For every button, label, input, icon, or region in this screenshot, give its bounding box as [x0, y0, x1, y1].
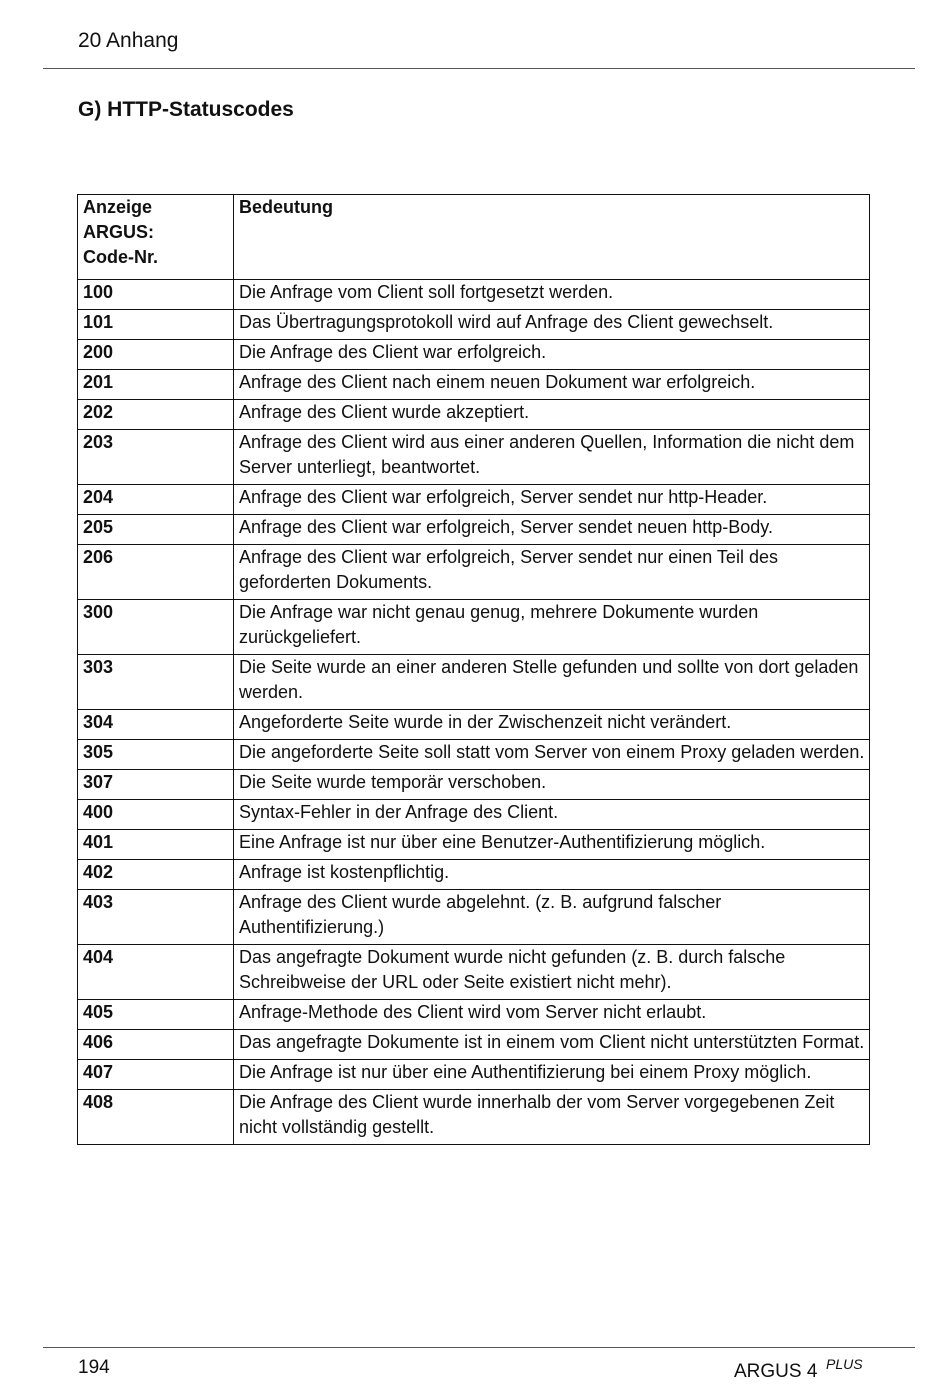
status-meaning-cell: Anfrage ist kostenpflichtig.: [234, 860, 870, 890]
status-code-cell: 403: [78, 890, 234, 945]
status-meaning-cell: Anfrage des Client war erfolgreich, Server sendet nur einen Teil des geforderten Dokuments.: [234, 545, 870, 600]
status-meaning-cell: Die Anfrage war nicht genau genug, mehrere Dokumente wurden zurückgeliefert.: [234, 600, 870, 655]
status-meaning-cell: Angeforderte Seite wurde in der Zwischenzeit nicht verändert.: [234, 710, 870, 740]
table-row: [78, 515, 870, 545]
status-meaning-cell: Syntax-Fehler in der Anfrage des Client.: [234, 800, 870, 830]
status-meaning-cell: Die Anfrage ist nur über eine Authentifizierung bei einem Proxy möglich.: [234, 1060, 870, 1090]
table-row: [78, 860, 870, 890]
status-code-cell: 200: [78, 340, 234, 370]
status-meaning-cell: Das Übertragungsprotokoll wird auf Anfrage des Client gewechselt.: [234, 310, 870, 340]
column-header-code-line2: ARGUS:: [83, 222, 154, 242]
status-code-cell: 100: [78, 280, 234, 310]
footer-divider: [43, 1347, 915, 1348]
status-meaning-cell: Anfrage des Client wurde abgelehnt. (z. B. aufgrund falscher Authentifizierung.): [234, 890, 870, 945]
table-row: [78, 710, 870, 740]
status-meaning-cell: Eine Anfrage ist nur über eine Benutzer-Authentifizierung möglich.: [234, 830, 870, 860]
status-meaning-cell: Anfrage-Methode des Client wird vom Server nicht erlaubt.: [234, 1000, 870, 1030]
status-meaning-cell: Die Seite wurde temporär verschoben.: [234, 770, 870, 800]
status-code-cell: 201: [78, 370, 234, 400]
table-row: [78, 370, 870, 400]
table-row: [78, 740, 870, 770]
table-row: [78, 1030, 870, 1060]
table-row: [78, 655, 870, 710]
status-code-cell: 204: [78, 485, 234, 515]
table-row: [78, 1090, 870, 1145]
status-code-cell: 406: [78, 1030, 234, 1060]
page-number: 194: [78, 1357, 110, 1378]
table-row: [78, 400, 870, 430]
table-header-row: [78, 195, 870, 280]
status-meaning-cell: Die Anfrage des Client war erfolgreich.: [234, 340, 870, 370]
status-code-cell: 405: [78, 1000, 234, 1030]
status-meaning-cell: Die angeforderte Seite soll statt vom Server von einem Proxy geladen werden.: [234, 740, 870, 770]
table-row: [78, 890, 870, 945]
status-code-cell: 202: [78, 400, 234, 430]
table-row: [78, 485, 870, 515]
status-code-cell: 408: [78, 1090, 234, 1145]
status-code-cell: 303: [78, 655, 234, 710]
chapter-header: 20 Anhang: [78, 29, 179, 52]
status-meaning-cell: Anfrage des Client war erfolgreich, Server sendet nur http-Header.: [234, 485, 870, 515]
status-code-cell: 404: [78, 945, 234, 1000]
status-code-cell: 206: [78, 545, 234, 600]
column-header-code: [78, 195, 234, 280]
product-name: ARGUS 4: [734, 1361, 818, 1382]
table-row: [78, 830, 870, 860]
table-row: [78, 340, 870, 370]
status-code-cell: 400: [78, 800, 234, 830]
status-code-cell: 203: [78, 430, 234, 485]
column-header-code-line1: Anzeige: [83, 197, 153, 217]
status-meaning-cell: Anfrage des Client war erfolgreich, Server sendet neuen http-Body.: [234, 515, 870, 545]
status-meaning-cell: Anfrage des Client nach einem neuen Dokument war erfolgreich.: [234, 370, 870, 400]
status-meaning-cell: Die Anfrage des Client wurde innerhalb der vom Server vorgegebenen Zeit nicht vollständig gestellt.: [234, 1090, 870, 1145]
column-header-code-line3: Code-Nr.: [83, 247, 159, 267]
status-code-cell: 101: [78, 310, 234, 340]
status-code-cell: 300: [78, 600, 234, 655]
table-row: [78, 770, 870, 800]
table-row: [78, 1060, 870, 1090]
status-code-cell: 307: [78, 770, 234, 800]
column-header-meaning: Bedeutung: [234, 195, 870, 280]
table-row: [78, 945, 870, 1000]
status-code-cell: 205: [78, 515, 234, 545]
header-divider: [43, 68, 915, 69]
status-code-cell: 304: [78, 710, 234, 740]
status-meaning-cell: Anfrage des Client wurde akzeptiert.: [234, 400, 870, 430]
section-title: G) HTTP-Statuscodes: [78, 98, 294, 121]
table-row: [78, 1000, 870, 1030]
table-row: [78, 545, 870, 600]
table-row: [78, 800, 870, 830]
status-code-cell: 305: [78, 740, 234, 770]
status-meaning-cell: Die Seite wurde an einer anderen Stelle gefunden und sollte von dort geladen werden.: [234, 655, 870, 710]
product-suffix: PLUS: [826, 1356, 863, 1372]
status-meaning-cell: Anfrage des Client wird aus einer anderen Quellen, Information die nicht dem Server unterliegt, beantwortet.: [234, 430, 870, 485]
table-row: [78, 600, 870, 655]
status-meaning-cell: Das angefragte Dokumente ist in einem vom Client nicht unterstützten Format.: [234, 1030, 870, 1060]
status-code-cell: 402: [78, 860, 234, 890]
status-code-cell: 401: [78, 830, 234, 860]
status-meaning-cell: Das angefragte Dokument wurde nicht gefunden (z. B. durch falsche Schreibweise der URL oder Seite existiert nicht mehr).: [234, 945, 870, 1000]
status-meaning-cell: Die Anfrage vom Client soll fortgesetzt werden.: [234, 280, 870, 310]
table-row: [78, 310, 870, 340]
status-code-table: [77, 194, 870, 1145]
table-row: [78, 280, 870, 310]
table-row: [78, 430, 870, 485]
status-code-cell: 407: [78, 1060, 234, 1090]
